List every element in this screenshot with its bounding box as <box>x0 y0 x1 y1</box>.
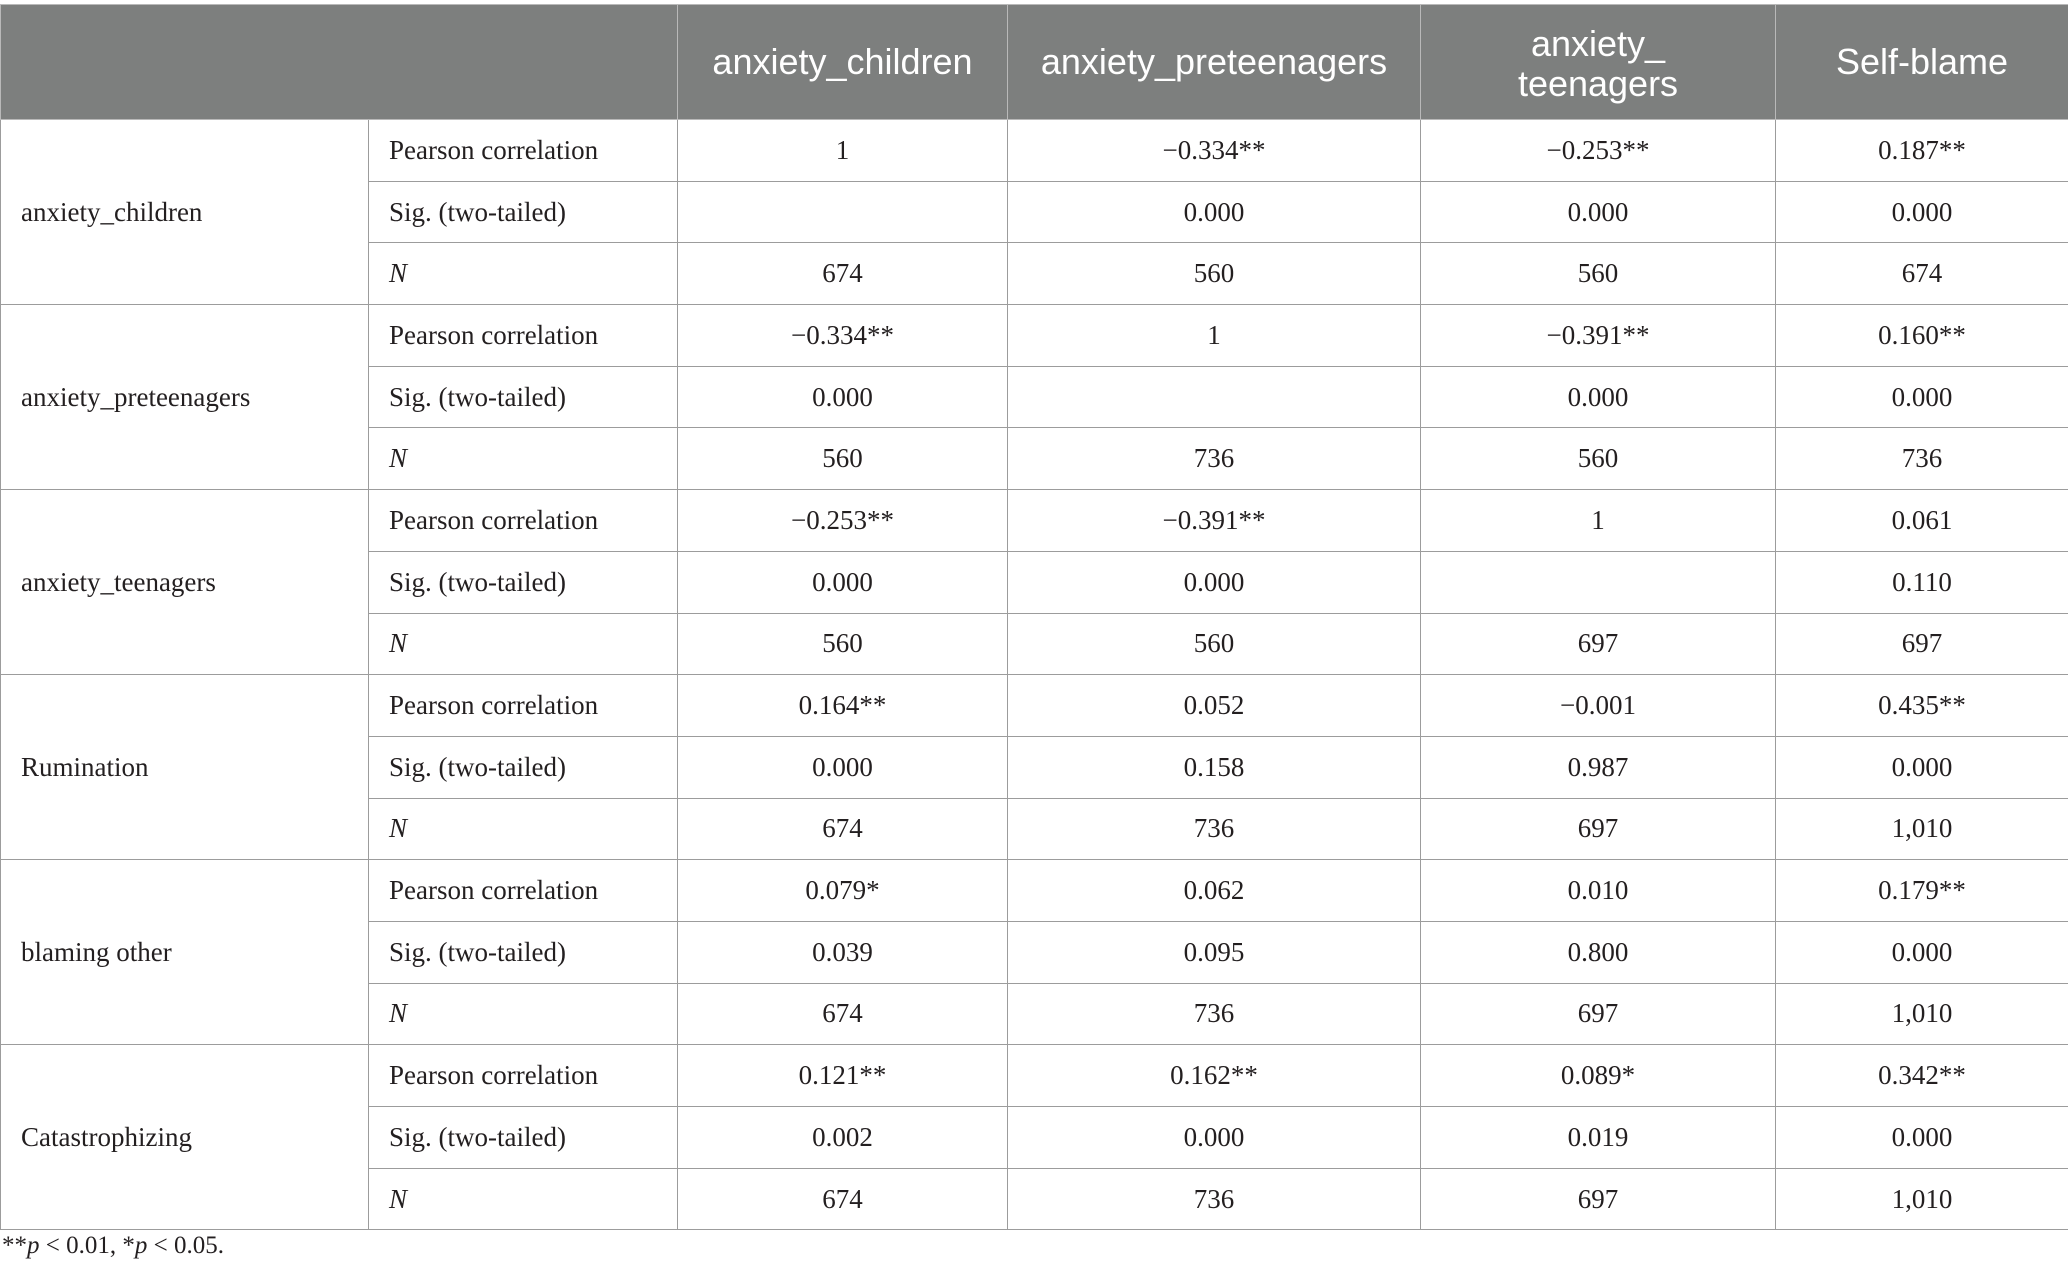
table-cell: 1,010 <box>1776 1168 2068 1230</box>
table-cell: 0.987 <box>1421 736 1776 798</box>
table-cell: 0.039 <box>678 921 1008 983</box>
statistic-label: Pearson correlation <box>369 305 678 367</box>
header-row <box>1 5 2068 120</box>
row-variable-label: anxiety_preteenagers <box>1 305 369 490</box>
table-cell: 560 <box>1421 428 1776 490</box>
table-cell: 0.179** <box>1776 860 2068 922</box>
footnote-stars-double: ** <box>2 1232 27 1259</box>
table-cell: 736 <box>1776 428 2068 490</box>
table-cell: 736 <box>1008 428 1421 490</box>
table-cell: 1 <box>678 120 1008 182</box>
table-cell: 560 <box>1008 613 1421 675</box>
table-cell: 560 <box>678 428 1008 490</box>
row-variable-label: anxiety_teenagers <box>1 490 369 675</box>
table-cell: 0.000 <box>1776 736 2068 798</box>
table-cell: −0.391** <box>1421 305 1776 367</box>
table-cell: 1,010 <box>1776 983 2068 1045</box>
table-cell: −0.001 <box>1421 675 1776 737</box>
table-cell: 0.160** <box>1776 305 2068 367</box>
table-cell: 560 <box>678 613 1008 675</box>
table-cell: 0.000 <box>1008 1107 1421 1169</box>
table-cell: 674 <box>1776 243 2068 305</box>
table-cell: 697 <box>1421 1168 1776 1230</box>
table-cell: 0.121** <box>678 1045 1008 1107</box>
table-row <box>1 305 2068 367</box>
footnote-threshold-1: < 0.01, * <box>39 1232 135 1259</box>
table-cell: 0.110 <box>1776 551 2068 613</box>
table-cell: 736 <box>1008 1168 1421 1230</box>
table-cell: 0.000 <box>1008 551 1421 613</box>
footnote-p-symbol: p <box>27 1232 40 1259</box>
table-cell: −0.391** <box>1008 490 1421 552</box>
table-cell: 1,010 <box>1776 798 2068 860</box>
table-cell: 0.342** <box>1776 1045 2068 1107</box>
statistic-label: Sig. (two-tailed) <box>369 551 678 613</box>
table-cell: 0.000 <box>1776 921 2068 983</box>
table-cell: −0.253** <box>678 490 1008 552</box>
column-header: anxiety_preteenagers <box>1008 5 1421 120</box>
table-cell: 1 <box>1008 305 1421 367</box>
table-cell: 0.000 <box>1421 366 1776 428</box>
table-cell: 0.162** <box>1008 1045 1421 1107</box>
table-cell: 0.187** <box>1776 120 2068 182</box>
table-cell: 674 <box>678 798 1008 860</box>
statistic-label: N <box>369 243 678 305</box>
table-cell <box>678 181 1008 243</box>
table-cell: 1 <box>1421 490 1776 552</box>
table-cell: 560 <box>1421 243 1776 305</box>
statistic-label: N <box>369 1168 678 1230</box>
table-cell: 0.010 <box>1421 860 1776 922</box>
table-cell: 736 <box>1008 798 1421 860</box>
table-cell: 736 <box>1008 983 1421 1045</box>
table-cell: −0.253** <box>1421 120 1776 182</box>
table-cell: 0.000 <box>678 736 1008 798</box>
row-variable-label: Catastrophizing <box>1 1045 369 1230</box>
table-cell: 0.079* <box>678 860 1008 922</box>
table-cell: 0.000 <box>1776 181 2068 243</box>
footnote-threshold-2: < 0.05. <box>147 1232 224 1259</box>
table-cell: 697 <box>1421 798 1776 860</box>
table-cell: 0.800 <box>1421 921 1776 983</box>
table-cell: 674 <box>678 983 1008 1045</box>
table-cell: 0.061 <box>1776 490 2068 552</box>
statistic-label: N <box>369 428 678 490</box>
statistic-label: Sig. (two-tailed) <box>369 736 678 798</box>
table-cell: 0.000 <box>1776 1107 2068 1169</box>
statistic-label: Pearson correlation <box>369 490 678 552</box>
table-cell: −0.334** <box>1008 120 1421 182</box>
table-cell: 560 <box>1008 243 1421 305</box>
table-cell: 0.095 <box>1008 921 1421 983</box>
table-cell: 674 <box>678 243 1008 305</box>
footnote-p-symbol: p <box>134 1232 148 1259</box>
statistic-label: Pearson correlation <box>369 120 678 182</box>
table-row <box>1 860 2068 922</box>
row-variable-label: blaming other <box>1 860 369 1045</box>
column-header: anxiety_ teenagers <box>1421 5 1776 120</box>
table-cell: 0.164** <box>678 675 1008 737</box>
statistic-label: N <box>369 798 678 860</box>
statistic-label: N <box>369 983 678 1045</box>
table-cell: 0.000 <box>1008 181 1421 243</box>
column-header: anxiety_children <box>678 5 1008 120</box>
table-footnote <box>2 1232 224 1260</box>
row-variable-label: Rumination <box>1 675 369 860</box>
statistic-label: Sig. (two-tailed) <box>369 366 678 428</box>
header-corner-cell <box>1 5 678 120</box>
table-row <box>1 675 2068 737</box>
table-cell: 0.435** <box>1776 675 2068 737</box>
table-cell <box>1421 551 1776 613</box>
table-cell: 0.089* <box>1421 1045 1776 1107</box>
correlation-table <box>0 4 2068 1230</box>
statistic-label: Sig. (two-tailed) <box>369 921 678 983</box>
table-cell: 697 <box>1421 983 1776 1045</box>
table-cell <box>1008 366 1421 428</box>
table-cell: 697 <box>1776 613 2068 675</box>
table-body <box>1 120 2068 1230</box>
statistic-label: N <box>369 613 678 675</box>
statistic-label: Pearson correlation <box>369 860 678 922</box>
column-header: Self-blame <box>1776 5 2068 120</box>
statistic-label: Pearson correlation <box>369 675 678 737</box>
table-cell: 0.000 <box>678 366 1008 428</box>
statistic-label: Pearson correlation <box>369 1045 678 1107</box>
table-cell: 0.000 <box>678 551 1008 613</box>
table-cell: 0.019 <box>1421 1107 1776 1169</box>
table-cell: 697 <box>1421 613 1776 675</box>
table-cell: 0.158 <box>1008 736 1421 798</box>
row-variable-label: anxiety_children <box>1 120 369 305</box>
table-row <box>1 1045 2068 1107</box>
correlation-table-container <box>0 4 2068 1230</box>
table-cell: 0.052 <box>1008 675 1421 737</box>
statistic-label: Sig. (two-tailed) <box>369 181 678 243</box>
table-cell: 0.002 <box>678 1107 1008 1169</box>
table-header <box>1 5 2068 120</box>
table-row <box>1 120 2068 182</box>
table-row <box>1 490 2068 552</box>
table-cell: 674 <box>678 1168 1008 1230</box>
table-cell: 0.000 <box>1776 366 2068 428</box>
statistic-label: Sig. (two-tailed) <box>369 1107 678 1169</box>
table-cell: 0.000 <box>1421 181 1776 243</box>
table-cell: −0.334** <box>678 305 1008 367</box>
table-cell: 0.062 <box>1008 860 1421 922</box>
